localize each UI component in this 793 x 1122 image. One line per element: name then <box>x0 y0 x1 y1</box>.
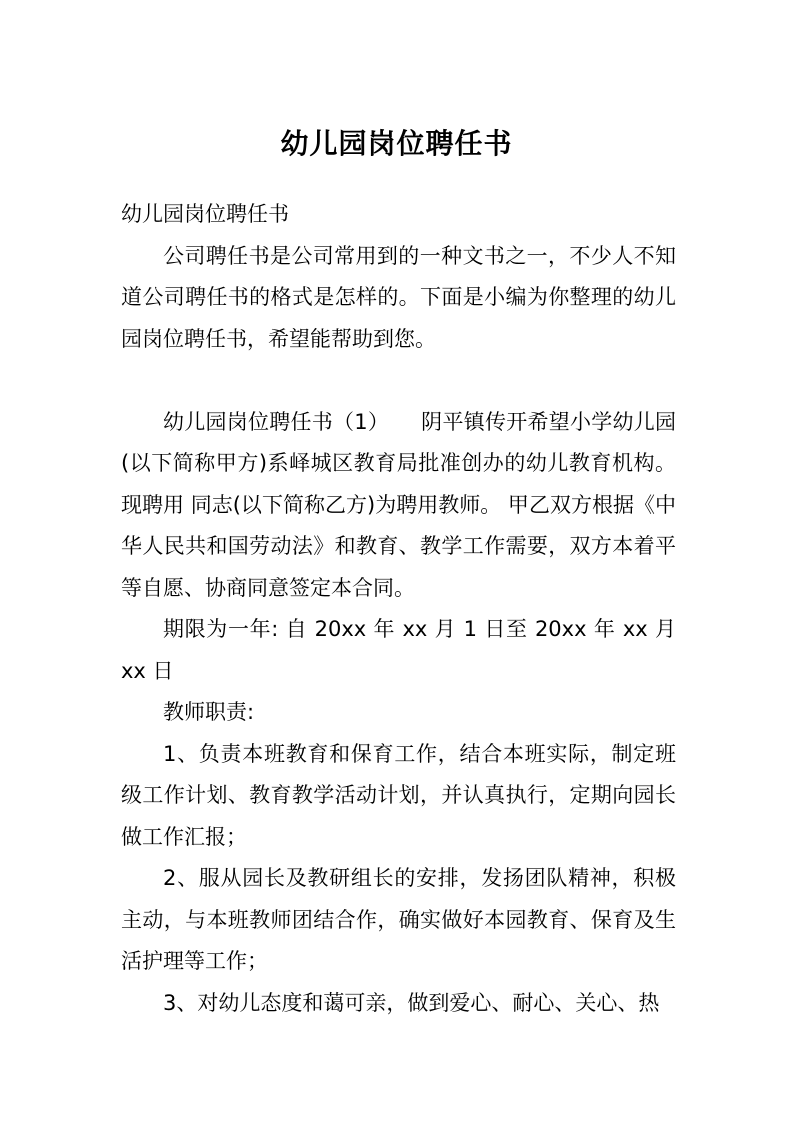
document-title: 幼儿园岗位聘任书 <box>280 127 513 160</box>
paragraph-spacer <box>121 360 676 402</box>
contract-paragraph: 幼儿园岗位聘任书（1） 阴平镇传开希望小学幼儿园(以下简称甲方)系峄城区教育局批准创办的幼儿教育机构。现聘用 同志(以下简称乙方)为聘用教师。 甲乙双方根据《中华人民共和国劳动法》和教育、教学工作需要，双方本着平等自愿、协商同意签定本合同。 <box>121 409 676 600</box>
duties-heading: 教师职责: <box>163 700 255 724</box>
term-paragraph: 期限为一年: 自 20xx 年 xx 月 1 日至 20xx 年 xx 月 xx 日 <box>121 617 676 683</box>
document-subtitle: 幼儿园岗位聘任书 <box>121 202 289 226</box>
duty-item-2: 2、服从园长及教研组长的安排，发扬团队精神，积极主动，与本班教师团结合作，确实做好本园教育、保育及生活护理等工作； <box>121 866 676 973</box>
duty-item-1: 1、负责本班教育和保育工作，结合本班实际，制定班级工作计划、教育教学活动计划，并认真执行，定期向园长做工作汇报； <box>121 741 676 849</box>
duty-item-3: 3、对幼儿态度和蔼可亲，做到爱心、耐心、关心、热 <box>163 990 660 1015</box>
document-body <box>121 194 676 1024</box>
intro-paragraph: 公司聘任书是公司常用到的一种文书之一，不少人不知道公司聘任书的格式是怎样的。下面是小编为你整理的幼儿园岗位聘任书，希望能帮助到您。 <box>121 243 676 351</box>
